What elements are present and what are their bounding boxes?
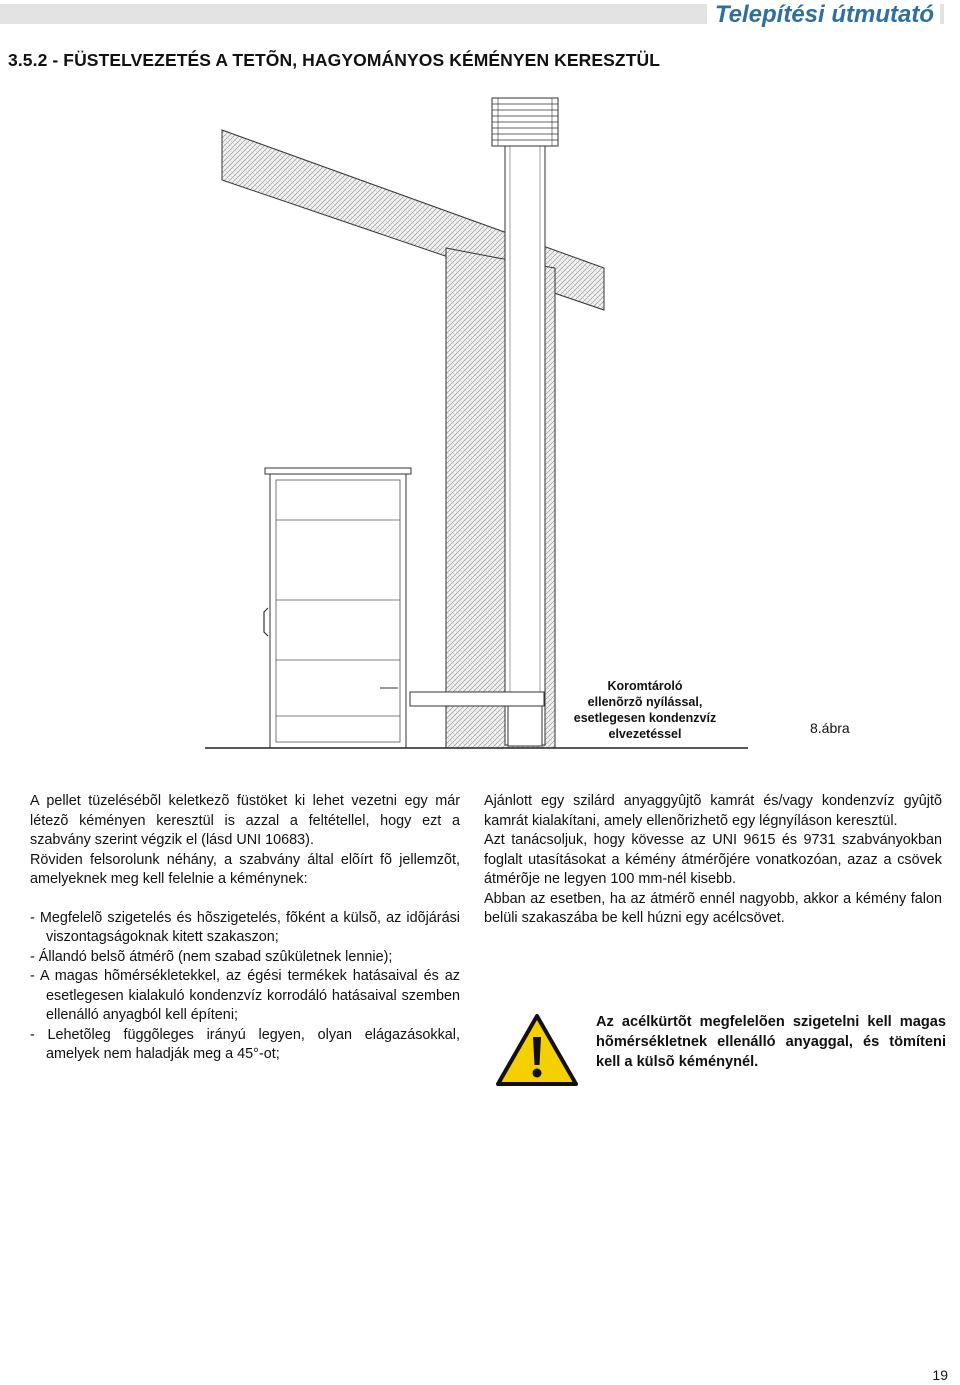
right-paragraph: Abban az esetben, ha az átmérõ ennél nagyobb, akkor a kémény falon belüli szakaszába be kell húzni egy acélcsövet. [484,890,942,926]
page-number: 19 [932,1367,948,1383]
flue-pipe [505,145,545,745]
figure-label-line: ellenõrzõ nyílással, [587,695,703,709]
requirement-item: - Lehetõleg függõleges irányú legyen, olyan elágazásokkal, amelyek nem haladják meg a 45°-ot; [30,1026,460,1062]
soot-chamber [508,706,542,746]
requirement-item: - A magas hõmérsékletekkel, az égési termékek hatásaival és az esetlegesen kialakuló kondenzvíz korrodáló hatásaival szemben ellenálló anyagból kell építeni; [30,968,460,1023]
figure-label-line: elvezetéssel [608,727,682,741]
requirement-item: - Megfelelõ szigetelés és hõszigetelés, fõként a külsõ, az idõjárási viszontagságoknak kitett szakaszon; [30,909,460,945]
right-paragraph: Azt tanácsoljuk, hogy kövesse az UNI 9615 és 9731 szabványokban foglalt utasításokat a kémény átmérõjére vonatkozóan, azaz a csövek átmérõje ne legyen 100 mm-nél kisebb. [484,832,942,887]
figure-label-line: Koromtároló [607,679,683,693]
chimney-figure [0,90,960,755]
figure-label [560,678,730,742]
summary-paragraph: Röviden felsorolunk néhány, a szabvány által elõírt fõ jellemzõt, amelyeknek meg kell felelnie a kéménynek: [30,851,460,887]
warning-text: Az acélkürtõt megfelelõen szigetelni kell magas hõmérsékletnek ellenálló anyaggal, és tömíteni kell a külsõ kéménynél. [596,1014,946,1070]
right-column [484,792,942,929]
header-title: Telepítési útmutató [707,0,940,30]
section-title: 3.5.2 - FÜSTELVEZETÉS A TETÕN, HAGYOMÁNYOS KÉMÉNYEN KERESZTÜL [8,50,661,70]
requirement-item: - Állandó belsõ átmérõ (nem szabad szûkületnek lennie); [30,948,393,965]
chimney-cap [492,98,558,146]
figure-label-line: esetlegesen kondenzvíz [573,711,717,725]
figure-caption: 8.ábra [810,720,850,736]
right-paragraph: Ajánlott egy szilárd anyaggyûjtõ kamrát és/vagy kondenzvíz gyûjtõ kamrát kialakítani, amely ellenõrizhetõ egy légnyíláson keresztül. [484,793,942,829]
warning-triangle-icon [495,1013,579,1087]
connector-pipe [410,692,544,706]
intro-paragraph: A pellet tüzelésébõl keletkezõ füstöket ki lehet vezetni egy már létezõ kéményen keresztül is azzal a feltétellel, hogy ezt a szabvány szerint végzik el (lásd UNI 10683). [30,793,460,848]
pellet-stove [264,468,411,748]
left-column [30,792,460,1065]
